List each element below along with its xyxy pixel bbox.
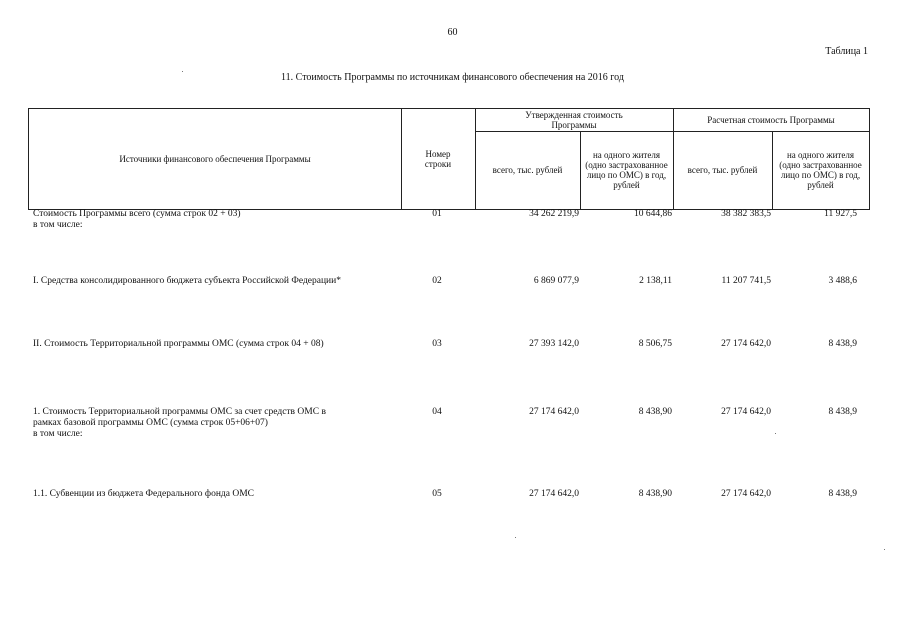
calculated-per-person: 8 438,9	[828, 407, 857, 417]
scan-speck	[775, 433, 776, 434]
header-row-number: Номер строки	[424, 149, 452, 169]
scan-speck	[884, 549, 885, 550]
document-title: 11. Стоимость Программы по источникам финансового обеспечения на 2016 год	[281, 72, 624, 83]
approved-per-person: 8 438,90	[638, 407, 672, 417]
approved-per-person: 8 438,90	[638, 489, 672, 499]
header-divider	[401, 109, 402, 209]
approved-per-person: 2 138,11	[639, 276, 672, 286]
calculated-total: 38 382 383,5	[721, 209, 771, 219]
row-label: 1.1. Субвенции из бюджета Федерального фонда ОМС	[33, 489, 254, 499]
row-label: II. Стоимость Территориальной программы ОМС (сумма строк 04 + 08)	[33, 339, 324, 349]
header-source: Источники финансового обеспечения Программы	[119, 154, 311, 164]
row-code: 05	[432, 489, 442, 499]
table-header	[28, 108, 870, 210]
header-approved-per-person: на одного жителя (одно застрахованное лицо по ОМС) в год, рублей	[585, 150, 668, 190]
page-number: 60	[447, 27, 458, 38]
table-label: Таблица 1	[825, 46, 868, 57]
calculated-per-person: 8 438,9	[828, 489, 857, 499]
calculated-per-person: 3 488,6	[828, 276, 857, 286]
header-approved-total: всего, тыс. рублей	[492, 165, 563, 175]
header-approved-group: Утвержденная стоимость Программы	[525, 110, 623, 130]
approved-total: 6 869 077,9	[533, 276, 579, 286]
approved-per-person: 10 644,86	[634, 209, 672, 219]
row-label: I. Средства консолидированного бюджета субъекта Российской Федерации*	[33, 276, 341, 286]
approved-total: 27 393 142,0	[529, 339, 579, 349]
calculated-total: 27 174 642,0	[721, 407, 771, 417]
approved-total: 27 174 642,0	[529, 407, 579, 417]
row-code: 04	[432, 407, 442, 417]
scan-speck	[515, 537, 516, 538]
row-code: 01	[432, 209, 442, 219]
header-calculated-per-person: на одного жителя (одно застрахованное лицо по ОМС) в год, рублей	[779, 150, 862, 190]
approved-total: 27 174 642,0	[529, 489, 579, 499]
header-calculated-group: Расчетная стоимость Программы	[707, 115, 835, 125]
calculated-per-person: 8 438,9	[828, 339, 857, 349]
scan-speck	[182, 71, 183, 72]
row-label: Стоимость Программы всего (сумма строк 02 + 03) в том числе:	[33, 209, 241, 230]
approved-per-person: 8 506,75	[638, 339, 672, 349]
calculated-per-person: 11 927,5	[824, 209, 857, 219]
row-label: 1. Стоимость Территориальной программы ОМС за счет средств ОМС в рамках базовой программы ОМС (сумма строк 05+06+07) в том числе:	[33, 407, 326, 439]
header-calculated-total: всего, тыс. рублей	[687, 165, 758, 175]
row-code: 02	[432, 276, 442, 286]
approved-total: 34 262 219,9	[529, 209, 579, 219]
calculated-total: 27 174 642,0	[721, 489, 771, 499]
calculated-total: 11 207 741,5	[721, 276, 771, 286]
row-code: 03	[432, 339, 442, 349]
calculated-total: 27 174 642,0	[721, 339, 771, 349]
